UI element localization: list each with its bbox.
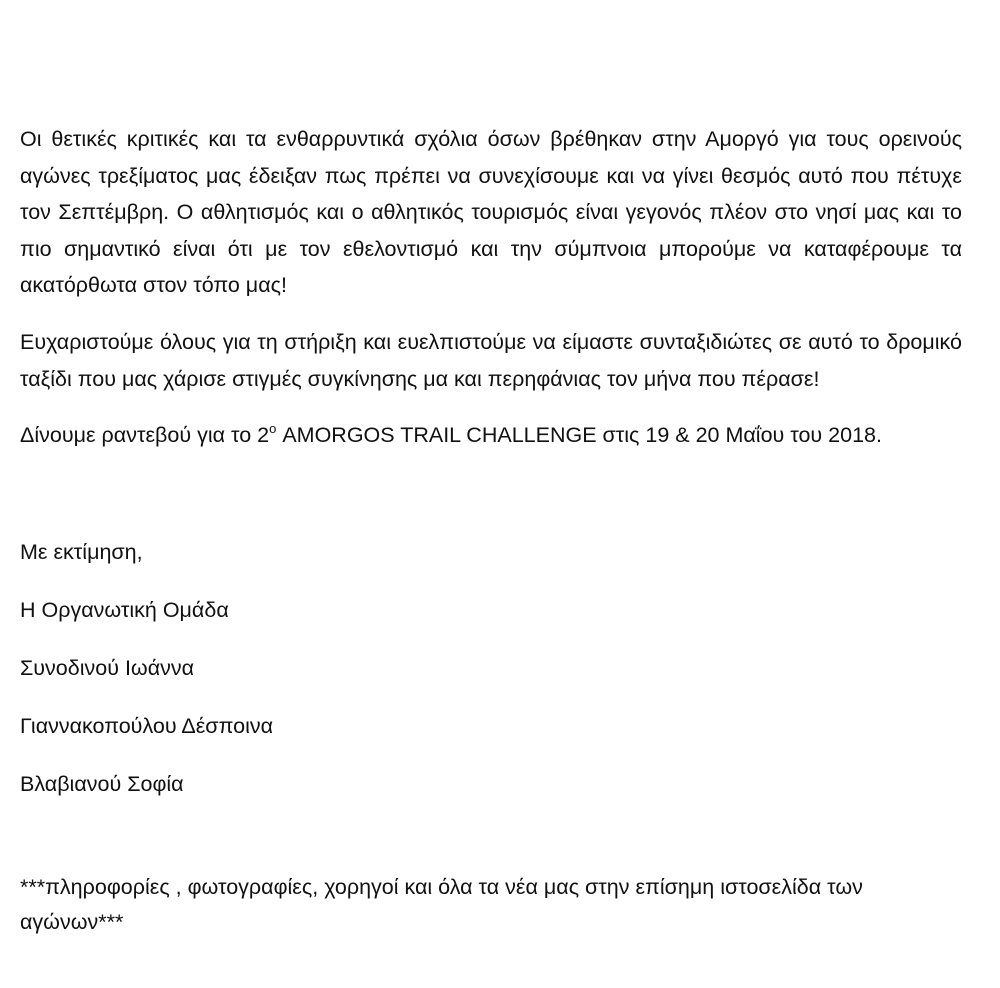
paragraph-appointment bbox=[20, 417, 962, 454]
appointment-text-after: AMORGOS TRAIL CHALLENGE στις 19 & 20 Μαΐου του 2018. bbox=[276, 423, 882, 448]
document-body bbox=[20, 121, 962, 940]
organizer-line: Η Οργανωτική Ομάδα bbox=[20, 597, 229, 622]
closing-line: Με εκτίμηση, bbox=[20, 539, 143, 564]
paragraph-thanks: Ευχαριστούμε όλους για τη στήριξη και ευελπιστούμε να είμαστε συνταξιδιώτες σε αυτό το δρομικό ταξίδι που μας χάρισε στιγμές συγκίνησης μα και περηφάνιας τον μήνα που πέρασε! bbox=[20, 329, 962, 391]
paragraph-reviews: Οι θετικές κριτικές και τα ενθαρρυντικά σχόλια όσων βρέθηκαν στην Αμοργό για τους ορεινούς αγώνες τρεξίματος μας έδειξαν πως πρέπει να συνεχίσουμε και να γίνει θεσμός αυτό που πέτυχε τον Σεπτέμβρη. Ο αθλητισμός και ο αθλητικός τουρισμός είναι γεγονός πλέον στο νησί μας και το πιο σημαντικό είναι ότι με τον εθελοντισμό και την σύμπνοια μπορούμε να καταφέρουμε τα ακατόρθωτα στον τόπο μας! bbox=[20, 127, 962, 298]
signatory-name: Βλαβιανού Σοφία bbox=[20, 771, 184, 796]
appointment-text-before: Δίνουμε ραντεβού για το 2 bbox=[20, 423, 270, 448]
footnote: ***πληροφορίες , φωτογραφίες, χορηγοί και όλα τα νέα μας στην επίσημη ιστοσελίδα των αγώνων*** bbox=[20, 874, 863, 934]
signatory-name: Γιαννακοπούλου Δέσποινα bbox=[20, 713, 274, 738]
ordinal-superscript: ο bbox=[269, 421, 277, 437]
signatory-name: Συνοδινού Ιωάννα bbox=[20, 655, 195, 680]
